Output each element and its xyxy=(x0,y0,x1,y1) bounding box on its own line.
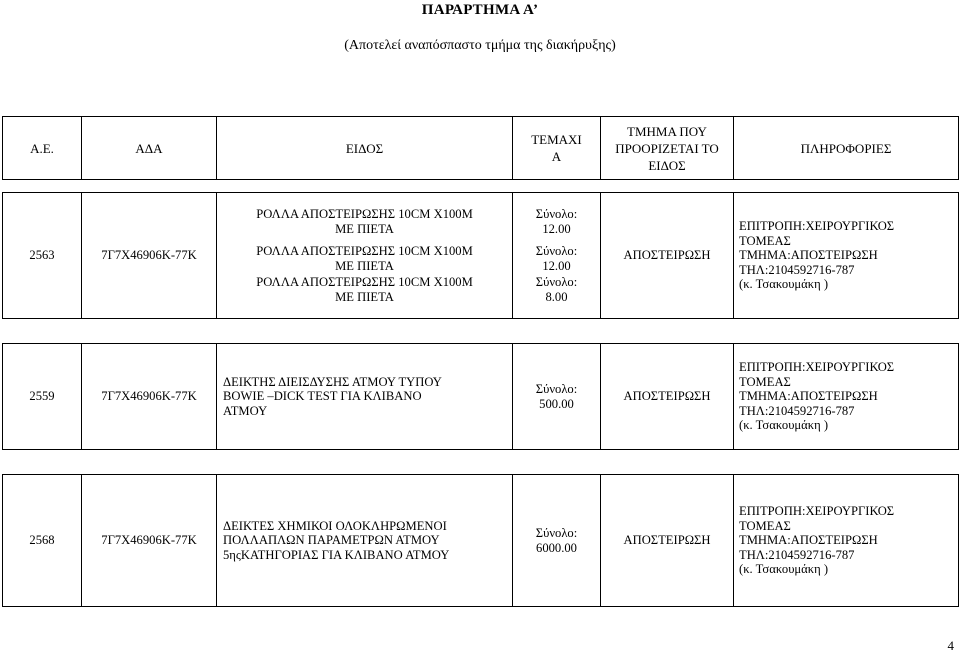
items-table xyxy=(2,116,959,607)
table-row xyxy=(3,193,959,319)
info-line: ΤΜΗΜΑ:ΑΠΟΣΤΕΙΡΩΣΗ xyxy=(739,248,878,263)
item-line: BOWIE –DICK TEST ΓΙΑ ΚΛΙΒΑΝΟ xyxy=(223,389,422,404)
row-quantity xyxy=(513,193,601,319)
row-quantity xyxy=(513,344,601,450)
item-line: ΡΟΛΛΑ ΑΠΟΣΤΕΙΡΩΣΗΣ 10CM X100M xyxy=(256,244,473,258)
row-ada: 7Γ7Χ46906Κ-77Κ xyxy=(82,193,217,319)
column-header-quantity-line2: Α xyxy=(551,149,562,164)
column-header-info: ΠΛΗΡΟΦΟΡΙΕΣ xyxy=(734,117,959,180)
row-department: ΑΠΟΣΤΕΙΡΩΣΗ xyxy=(601,475,734,607)
column-header-item: ΕΙΔΟΣ xyxy=(217,117,513,180)
info-line: ΤΗΛ:2104592716-787 xyxy=(739,262,855,277)
row-department: ΑΠΟΣΤΕΙΡΩΣΗ xyxy=(601,193,734,319)
row-quantity xyxy=(513,475,601,607)
item-line: ΔΕΙΚΤΗΣ ΔΙΕΙΣΔΥΣΗΣ ΑΤΜΟΥ ΤΥΠΟΥ xyxy=(223,374,442,389)
column-header-ae: Α.Ε. xyxy=(3,117,82,180)
column-header-quantity-line1: ΤΕΜΑΧΙ xyxy=(531,132,582,147)
info-line: ΤΟΜΕΑΣ xyxy=(739,518,791,533)
info-line: ΕΠΙΤΡΟΠΗ:ΧΕΙΡΟΥΡΓΙΚΟΣ xyxy=(739,504,895,519)
item-line: ΡΟΛΛΑ ΑΠΟΣΤΕΙΡΩΣΗΣ 10CM X100M xyxy=(256,275,473,289)
row-ae: 2568 xyxy=(3,475,82,607)
quantity-label: Σύνολο: xyxy=(535,275,578,289)
table-row xyxy=(3,475,959,607)
row-item xyxy=(217,475,513,607)
quantity-label: Σύνολο: xyxy=(535,526,578,540)
info-line: ΕΠΙΤΡΟΠΗ:ΧΕΙΡΟΥΡΓΙΚΟΣ xyxy=(739,360,895,375)
info-line: ΤΗΛ:2104592716-787 xyxy=(739,403,855,418)
item-line: ΜΕ ΠΙΕΤΑ xyxy=(335,258,394,273)
item-line: ΡΟΛΛΑ ΑΠΟΣΤΕΙΡΩΣΗΣ 10CM X100M xyxy=(256,207,473,221)
item-line: ΔΕΙΚΤΕΣ ΧΗΜΙΚΟΙ ΟΛΟΚΛΗΡΩΜΕΝΟΙ xyxy=(223,518,447,533)
info-line: ΤΟΜΕΑΣ xyxy=(739,374,791,389)
column-header-department-line2: ΠΡΟΟΡΙΖΕΤΑΙ ΤΟ xyxy=(615,140,719,156)
item-line: ΠΟΛΛΑΠΛΩΝ ΠΑΡΑΜΕΤΡΩΝ ΑΤΜΟΥ xyxy=(223,533,440,548)
item-line: ΑΤΜΟΥ xyxy=(223,403,268,418)
quantity-value: 6000.00 xyxy=(536,540,577,555)
row-ae: 2563 xyxy=(3,193,82,319)
row-department: ΑΠΟΣΤΕΙΡΩΣΗ xyxy=(601,344,734,450)
quantity-value: 8.00 xyxy=(545,289,568,304)
row-item xyxy=(217,193,513,319)
quantity-value: 12.00 xyxy=(542,258,571,273)
column-header-department-line3: ΕΙΔΟΣ xyxy=(648,157,686,173)
info-line: (κ. Τσακουμάκη ) xyxy=(739,562,829,577)
info-line: ΤΗΛ:2104592716-787 xyxy=(739,547,855,562)
quantity-label: Σύνολο: xyxy=(535,207,578,221)
column-header-department xyxy=(601,117,734,180)
info-line: ΤΜΗΜΑ:ΑΠΟΣΤΕΙΡΩΣΗ xyxy=(739,533,878,548)
row-info xyxy=(734,193,959,319)
quantity-label: Σύνολο: xyxy=(535,382,578,396)
row-ae: 2559 xyxy=(3,344,82,450)
info-line: (κ. Τσακουμάκη ) xyxy=(739,277,829,292)
column-header-quantity xyxy=(513,117,601,180)
row-item xyxy=(217,344,513,450)
page-number: 4 xyxy=(947,638,954,653)
item-line: 5ηςΚΑΤΗΓΟΡΙΑΣ ΓΙΑ ΚΛΙΒΑΝΟ ΑΤΜΟΥ xyxy=(223,547,450,562)
row-ada: 7Γ7Χ46906Κ-77Κ xyxy=(82,475,217,607)
page-subtitle: (Αποτελεί αναπόσπαστο τμήμα της διακήρυξης) xyxy=(344,38,616,53)
info-line: (κ. Τσακουμάκη ) xyxy=(739,418,829,433)
info-line: ΤΟΜΕΑΣ xyxy=(739,233,791,248)
row-info xyxy=(734,344,959,450)
quantity-label: Σύνολο: xyxy=(535,244,578,258)
info-line: ΤΜΗΜΑ:ΑΠΟΣΤΕΙΡΩΣΗ xyxy=(739,389,878,404)
column-header-department-line1: ΤΜΗΜΑ ΠΟΥ xyxy=(627,123,707,139)
row-ada: 7Γ7Χ46906Κ-77Κ xyxy=(82,344,217,450)
quantity-value: 500.00 xyxy=(539,396,574,411)
table-row xyxy=(3,344,959,450)
item-line: ΜΕ ΠΙΕΤΑ xyxy=(335,289,394,304)
info-line: ΕΠΙΤΡΟΠΗ:ΧΕΙΡΟΥΡΓΙΚΟΣ xyxy=(739,219,895,234)
table-header-row xyxy=(3,117,959,180)
page-title: ΠΑΡΑΡΤΗΜΑ Α’ xyxy=(421,2,539,18)
quantity-value: 12.00 xyxy=(542,221,571,236)
column-header-ada: ΑΔΑ xyxy=(82,117,217,180)
item-line: ΜΕ ΠΙΕΤΑ xyxy=(335,221,394,236)
row-info xyxy=(734,475,959,607)
